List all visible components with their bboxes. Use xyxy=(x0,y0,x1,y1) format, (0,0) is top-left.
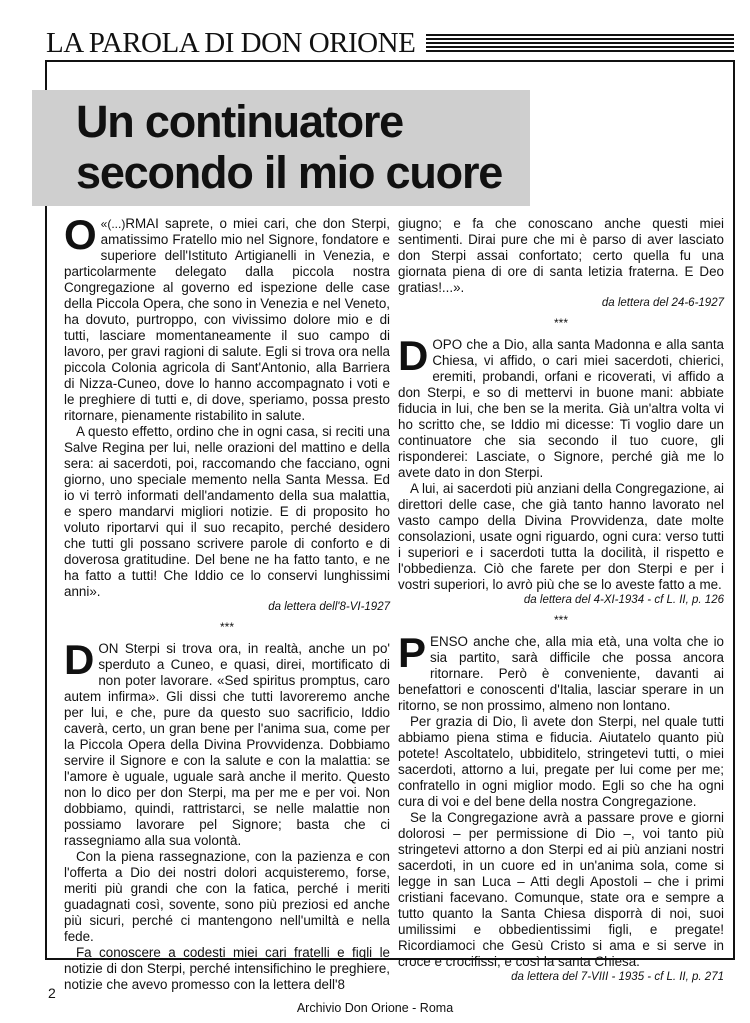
letter-source: da lettera del 24-6-1927 xyxy=(601,297,724,309)
article-title-box xyxy=(32,90,530,206)
paragraph-text: ENSO anche che, alla mia età, una volta che io sia partito, sarà difficile che possa ancora ritornare. Però è conveniente, davanti ai benefattori e conoscenti d'Italia, lasciar sperare in un ritorno, se non prossimo, almeno non lontano. xyxy=(398,634,724,713)
section-separator: *** xyxy=(553,613,568,627)
article-title: Un continuatore secondo il mio cuore xyxy=(76,96,503,198)
paragraph: Fa conoscere a codesti miei cari fratelli e figli le notizie di don Sterpi, perché intensifichino le preghiere, notizie che avevo promesso con la lettera dell'8 xyxy=(64,945,390,992)
paragraph xyxy=(398,332,724,481)
section-header xyxy=(44,26,734,60)
letter-source: da lettera dell'8-VI-1927 xyxy=(268,601,390,613)
header-rule xyxy=(426,34,734,54)
paragraph: A questo effetto, ordino che in ogni casa, si reciti una Salve Regina per lui, nelle orazioni del mattino e della sera: ai sacerdoti, poi, raccomando che facciano, ogni giorno, uno speciale memento nella Santa Messa. Ed io vi terrò informati dell'andamento della sua malattia, e spero mandarvi migliori notizie. E di proposito ho voluto riportarvi qui il suo recapito, perché desidero che tutti gli possano scrivere parole di conforto e di doverosa gratitudine. Del bene ne ha fatto tanto, e ne ha fatto a tutti! Che Iddio ce lo conservi lunghissimi anni». xyxy=(64,424,390,599)
page-number: 2 xyxy=(48,985,56,1001)
paragraph-text: ON Sterpi si trova ora, in realtà, anche un po' sperduto a Cuneo, e quasi, direi, mortificato di non poter lavorare. «Sed spiritus promptus, caro autem infirma». Gli dissi che tutti lavoreremo anche per lui, e che, pure da questo suo sacrificio, Iddio caverà, certo, un gran bene per l'anima sua, come per la Piccola Opera della Divina Provvidenza. Dobbiamo servire il Signore e con la salute e con la malattia: se l'amore è uguale, uguale sarà anche il merito. Questo non lo dico per don Sterpi, ma per me e per voi. Non dobbiamo, quindi, rattristarci, se nelle malattie non possiamo lavorare pel Signore; basta che ci rassegniamo alla sua volontà. xyxy=(64,641,390,848)
section-title: LA PAROLA DI DON ORIONE xyxy=(46,27,416,59)
paragraph xyxy=(64,636,390,849)
section-separator: *** xyxy=(553,316,568,330)
left-column xyxy=(64,211,390,993)
frame-top-border xyxy=(45,60,735,62)
paragraph: Se la Congregazione avrà a passare prove e giorni dolorosi – per permissione di Dio –, voi tanto più stringetevi attorno a don Sterpi ed ai più anziani nostri sacerdoti, in un cuore ed in un'anima sola, come si legge in san Luca – Atti degli Apostoli – che i primi cristiani facevano. Comunque, state ora e sempre a tutto quanto la Santa Chiesa disporrà di noi, suoi umilissimi e obbedientissimi figli, e pregate! Ricordiamoci che Gesù Cristo si ama e si serve in croce e crocifissi, e così la santa Chiesa. xyxy=(398,810,724,969)
paragraph: A lui, ai sacerdoti più anziani della Congregazione, ai direttori delle case, che già tanto hanno lavorato nel vasto campo della Divina Provvidenza, date molte consolazioni, usate ogni riguardo, ogni cura: verso tutti i superiori e i sacerdoti tutta la docilità, il rispetto e l'obbedienza. Ciò che farete per don Sterpi e per i vostri superiori, lo avrò più che se lo aveste fatto a me. xyxy=(398,481,724,592)
paragraph-text: RMAI saprete, o miei cari, che don Sterpi, amatissimo Fratello mio nel Signore, fondatore e superiore dell'Istituto Artigianelli in Venezia, e particolarmente delegato dalla piccola nostra Congregazione al governo ed ispezione delle case della Piccola Opera, che sono in Venezia e nel Veneto, ha dovuto, purtroppo, con vivissimo dolore mio e di tutti, lasciare momentaneamente il suo campo di lavoro, per gravi ragioni di salute. Egli si trova ora nella piccola Colonia agricola di Sant'Antonio, alla Barriera di Nizza-Cuneo, dove lo hanno accompagnato i voti e le preghiere di tutti e, di dove, speriamo, possa presto ritornare, pienamente ristabilito in salute. xyxy=(64,216,390,423)
paragraph xyxy=(64,211,390,424)
paragraph-text: OPO che a Dio, alla santa Madonna e alla santa Chiesa, vi affido, o cari miei sacerdoti, chierici, eremiti, probandi, orfani e ricoverati, vi affido a don Sterpi, e so di mettervi in buone mani: abbiate fiducia in lui, che ben se la merita. Già un'altra volta vi ho scritto che, se Iddio mi dicesse: Ti voglio dare un continuatore che sia secondo il tuo cuore, gli risponderei: Lasciate, o Signore, perché già me lo avete dato in don Sterpi. xyxy=(398,337,724,480)
paragraph: Per grazia di Dio, lì avete don Sterpi, nel quale tutti abbiamo piena stima e fiducia. Aiutatelo quanto più potete! Ascoltatelo, ubbiditelo, stringetevi tutti, o miei sacerdoti, attorno a lui, pregate per lui come per me; confratello in ogni miglior modo. Egli so che ha ogni cura di voi e del bene della nostra Congregazione. xyxy=(398,714,724,809)
letter-source: da lettera del 4-XI-1934 - cf L. II, p. 126 xyxy=(523,594,724,606)
drop-cap: D xyxy=(64,636,95,683)
letter-source: da lettera del 7-VIII - 1935 - cf L. II, p. 271 xyxy=(511,971,724,983)
section-separator: *** xyxy=(219,620,234,634)
drop-cap: P xyxy=(398,629,427,676)
paragraph xyxy=(398,629,724,714)
drop-cap: O xyxy=(64,211,97,258)
right-column xyxy=(398,216,724,985)
drop-cap: D xyxy=(398,332,429,379)
paragraph: giugno; e fa che conoscano anche questi miei sentimenti. Dirai pure che mi è parso di aver lasciato don Sterpi assai confortato; certo quella fu una giornata piena di ore di santa letizia fraterna. E Deo gratias!...». xyxy=(398,216,724,295)
frame-right-border xyxy=(733,60,735,960)
paragraph: Con la piena rassegnazione, con la pazienza e con l'offerta a Dio dei nostri dolori acquisteremo, forse, meriti più grandi che con la fatica, perché i meriti guadagnati così, sovente, sono più preziosi ed anche più sicuri, perché ci mantengono nell'umiltà e nella fede. xyxy=(64,849,390,944)
archive-credit: Archivio Don Orione - Roma xyxy=(296,1001,454,1015)
quote-open: «(...) xyxy=(100,217,126,231)
